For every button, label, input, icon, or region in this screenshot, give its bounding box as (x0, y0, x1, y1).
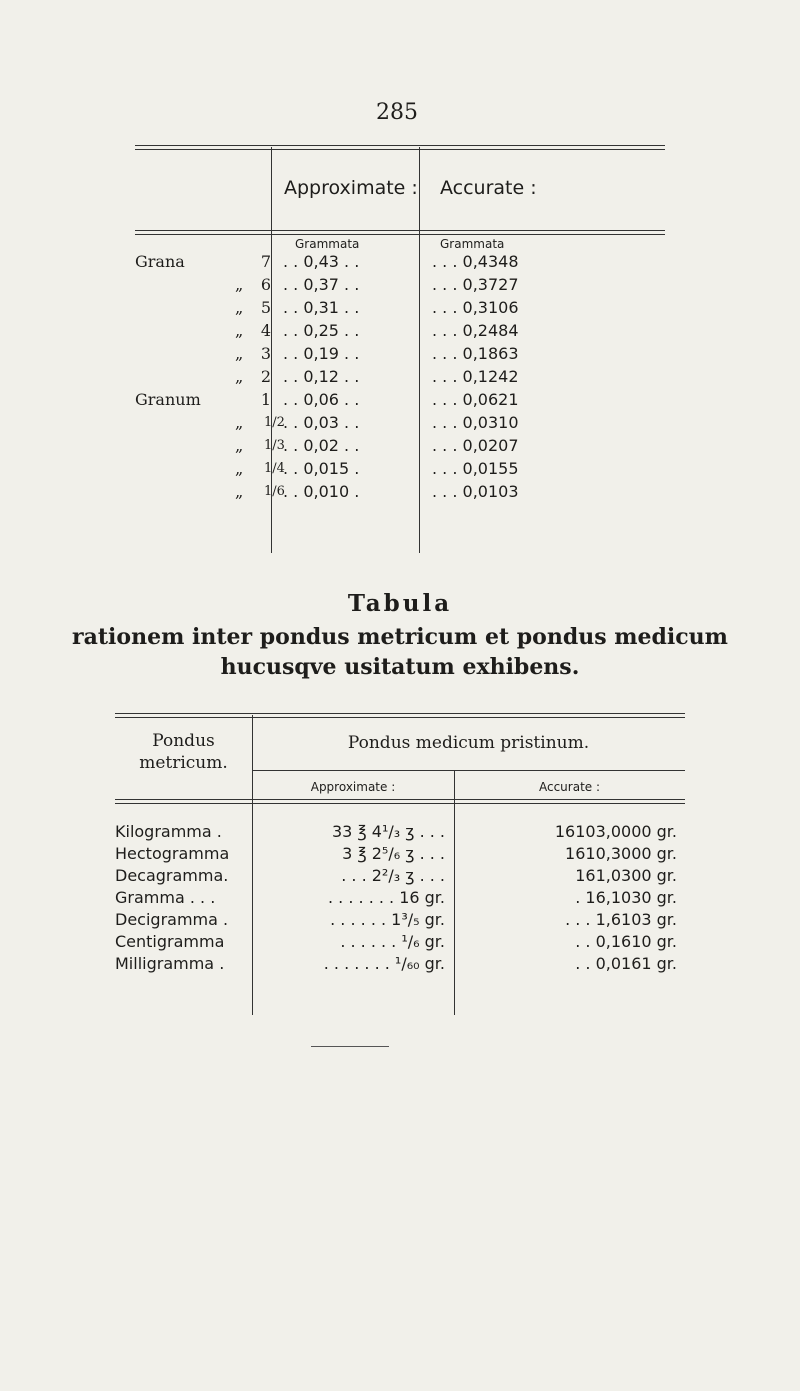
metric-unit: Hectogramma (115, 844, 230, 863)
ditto-mark: „ (235, 482, 244, 501)
approx-value: 3 ℥ 2⁵/₆ ʒ . . . (342, 844, 445, 863)
approx-value: . . 0,03 . . (283, 413, 360, 432)
row-number: 7 (260, 252, 271, 271)
ditto-mark: „ (235, 344, 244, 363)
row-number: 1 (260, 390, 271, 409)
page-number: 285 (376, 100, 418, 125)
approx-value: . . 0,31 . . (283, 298, 360, 317)
table-title: Tabula (347, 590, 453, 617)
metric-unit: Milligramma . (115, 954, 225, 973)
approx-value: . . . . . . 1³/₅ gr. (330, 910, 445, 929)
table-row (135, 412, 665, 434)
table-rule (135, 145, 665, 146)
row-fraction: 1/3 (264, 438, 285, 453)
table-rule (135, 234, 665, 235)
subheader-accurate: Accurate : (538, 780, 601, 794)
table-rule (115, 713, 685, 714)
header-pondus-metricum-2: metricum. (139, 753, 228, 773)
metric-unit: Centigramma (115, 932, 225, 951)
row-number: 3 (260, 344, 271, 363)
accurate-value: . . . 0,0621 (432, 390, 519, 409)
approx-value: . . 0,06 . . (283, 390, 360, 409)
approx-value: . . 0,015 . (283, 459, 360, 478)
accurate-value: . . . 1,6103 gr. (565, 910, 677, 929)
approx-value: . . 0,02 . . (283, 436, 360, 455)
table-row (135, 251, 665, 273)
ditto-mark: „ (235, 298, 244, 317)
accurate-value: 16103,0000 gr. (554, 822, 677, 841)
accurate-value: . . . 0,0207 (432, 436, 519, 455)
table-row (115, 821, 685, 842)
ditto-mark: „ (235, 367, 244, 386)
table-row (115, 953, 685, 974)
approx-value: . . 0,12 . . (283, 367, 360, 386)
unit-approx: Grammata (295, 237, 360, 251)
table-rule (135, 149, 665, 150)
header-pondus-metricum-1: Pondus (152, 731, 215, 751)
approx-value: . . 0,010 . (283, 482, 360, 501)
header-pondus-medicum: Pondus medicum pristinum. (347, 733, 590, 753)
accurate-value: . 16,1030 gr. (575, 888, 677, 907)
approx-value: . . . . . . . 16 gr. (328, 888, 445, 907)
unit-accurate: Grammata (440, 237, 505, 251)
accurate-value: . . . 0,3106 (432, 298, 519, 317)
ditto-mark: „ (235, 436, 244, 455)
table-row (135, 389, 665, 411)
conversion-table-grains (135, 145, 665, 553)
accurate-value: . . . 0,0103 (432, 482, 519, 501)
conversion-table-metric (115, 713, 685, 1013)
accurate-value: . . . 0,3727 (432, 275, 519, 294)
table-row (115, 909, 685, 930)
accurate-value: . . 0,1610 gr. (575, 932, 677, 951)
table-subtitle-line1: rationem inter pondus metricum et pondus medicum (72, 624, 728, 650)
row-label: Grana (135, 252, 185, 271)
accurate-value: . . . 0,4348 (432, 252, 519, 271)
table-rule (115, 799, 685, 800)
metric-unit: Kilogramma . (115, 822, 222, 841)
closing-rule (311, 1046, 389, 1047)
table-subtitle-line2: hucusqve usitatum exhibens. (220, 654, 580, 680)
table-row (135, 435, 665, 457)
subheader-approximate: Approximate : (310, 780, 396, 794)
approx-value: . . 0,37 . . (283, 275, 360, 294)
table-row (115, 843, 685, 864)
table-rule (135, 230, 665, 231)
table-rule (115, 717, 685, 718)
accurate-value: 1610,3000 gr. (565, 844, 677, 863)
approx-value: . . . 2²/₃ ʒ . . . (341, 866, 445, 885)
ditto-mark: „ (235, 459, 244, 478)
row-number: 6 (260, 275, 271, 294)
row-label: Granum (135, 390, 201, 409)
approx-value: . . 0,25 . . (283, 321, 360, 340)
metric-unit: Decigramma . (115, 910, 229, 929)
accurate-value: . . . 0,0310 (432, 413, 519, 432)
approx-value: 33 ℥ 4¹/₃ ʒ . . . (331, 822, 445, 841)
table-row (135, 320, 665, 342)
accurate-value: . . . 0,1863 (432, 344, 519, 363)
accurate-value: . . . 0,2484 (432, 321, 519, 340)
metric-unit: Gramma . . . (115, 888, 216, 907)
row-fraction: 1/4 (264, 461, 285, 476)
row-number: 5 (260, 298, 271, 317)
row-fraction: 1/6 (264, 484, 285, 499)
table-row (135, 366, 665, 388)
approx-value: . . . . . . ¹/₆ gr. (340, 932, 445, 951)
ditto-mark: „ (235, 321, 244, 340)
approx-value: . . 0,43 . . (283, 252, 360, 271)
header-accurate: Accurate : (440, 177, 537, 199)
table-rule (115, 803, 685, 804)
table-row (115, 887, 685, 908)
approx-value: . . . . . . . ¹/₆₀ gr. (323, 954, 445, 973)
row-number: 2 (260, 367, 271, 386)
ditto-mark: „ (235, 275, 244, 294)
row-fraction: 1/2 (264, 415, 285, 430)
table-row (135, 458, 665, 480)
table-row (115, 865, 685, 886)
accurate-value: . . 0,0161 gr. (575, 954, 677, 973)
table-rule (252, 770, 685, 771)
table-row (135, 481, 665, 503)
table-row (115, 931, 685, 952)
table-row (135, 274, 665, 296)
row-number: 4 (260, 321, 271, 340)
approx-value: . . 0,19 . . (283, 344, 360, 363)
header-approximate: Approximate : (284, 177, 418, 199)
accurate-value: . . . 0,0155 (432, 459, 519, 478)
accurate-value: 161,0300 gr. (575, 866, 677, 885)
table-row (135, 297, 665, 319)
table-row (135, 343, 665, 365)
accurate-value: . . . 0,1242 (432, 367, 519, 386)
ditto-mark: „ (235, 413, 244, 432)
metric-unit: Decagramma. (115, 866, 229, 885)
